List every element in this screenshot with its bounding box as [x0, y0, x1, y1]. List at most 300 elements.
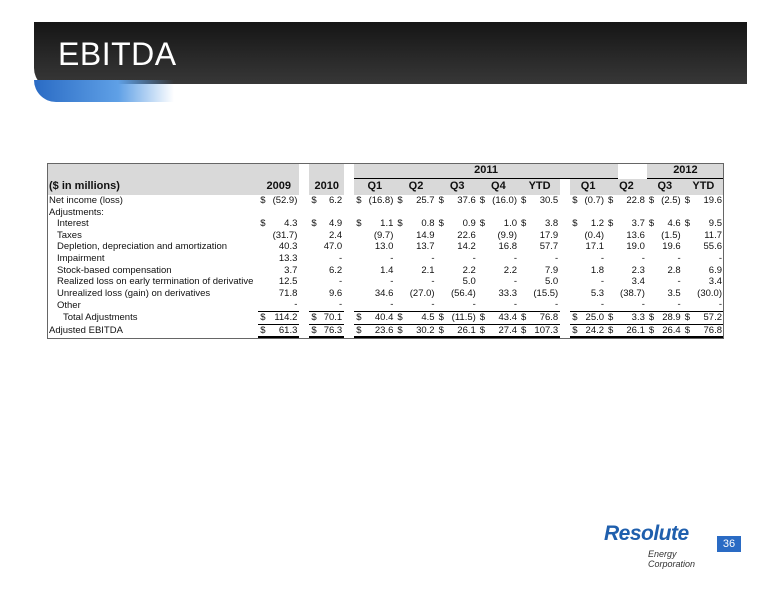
cell-value: (9.7)	[373, 229, 394, 241]
cell-value: (56.4)	[450, 287, 476, 299]
currency-symbol: $	[519, 311, 531, 324]
cell-value: 22.8	[626, 195, 645, 206]
cell-value: 23.6	[366, 324, 395, 337]
currency-symbol: $	[258, 324, 270, 337]
cell-value: -	[339, 252, 343, 264]
cell-value: 7.9	[544, 264, 559, 276]
currency-symbol	[395, 207, 407, 219]
cell-value	[582, 207, 606, 219]
cell-value: 1.0	[503, 218, 517, 230]
currency-symbol: $	[606, 311, 618, 324]
currency-symbol	[606, 276, 618, 288]
currency-symbol	[478, 230, 490, 242]
currency-symbol: $	[354, 324, 366, 337]
currency-symbol	[395, 288, 407, 300]
currency-symbol	[258, 230, 270, 242]
cell-value: 9.6	[328, 287, 343, 299]
currency-symbol: $	[572, 218, 578, 230]
currency-symbol: $	[309, 324, 321, 337]
cell-value: 14.9	[416, 229, 435, 241]
currency-symbol	[258, 276, 270, 288]
table-row	[47, 218, 724, 230]
table-header-years	[47, 163, 724, 179]
cell-value: -	[472, 252, 476, 264]
cell-value: 14.2	[457, 241, 476, 253]
table-row	[47, 207, 724, 219]
cell-value: 13.0	[374, 241, 394, 253]
row-label: Total Adjustments	[63, 311, 138, 323]
cell-value: 16.8	[498, 241, 517, 253]
currency-symbol	[647, 241, 659, 253]
cell-value: 13.3	[278, 252, 298, 264]
table-row	[47, 276, 724, 288]
cell-value: 6.9	[708, 264, 722, 276]
cell-value: 40.4	[366, 311, 395, 324]
currency-symbol	[519, 253, 531, 265]
currency-symbol	[647, 288, 659, 300]
cell-value: 2.4	[328, 229, 343, 241]
currency-symbol: $	[684, 218, 691, 230]
cell-value	[490, 207, 519, 219]
cell-value	[366, 207, 395, 219]
currency-symbol: $	[608, 195, 614, 206]
currency-symbol	[395, 241, 407, 253]
currency-symbol	[519, 276, 531, 288]
cell-value: -	[390, 252, 394, 264]
cell-value: 76.8	[695, 324, 724, 337]
cell-value: 0.9	[462, 218, 476, 230]
currency-symbol: $	[395, 311, 407, 324]
column-header: Q3	[647, 179, 683, 196]
cell-value: -	[390, 276, 394, 288]
row-label: Adjustments:	[49, 206, 104, 218]
cell-value: -	[600, 299, 605, 311]
cell-value: 19.6	[662, 241, 681, 253]
cell-value: 30.2	[407, 324, 436, 337]
cell-value: 22.6	[457, 229, 476, 241]
currency-symbol: $	[683, 311, 695, 324]
currency-symbol: $	[397, 218, 403, 230]
currency-symbol: $	[437, 311, 449, 324]
currency-symbol: $	[570, 311, 582, 324]
header-blank	[47, 163, 258, 179]
cell-value: -	[600, 276, 605, 288]
currency-symbol: $	[395, 324, 407, 337]
cell-value: 3.8	[544, 218, 559, 230]
column-header: Q4	[478, 179, 519, 196]
cell-value: (27.0)	[409, 287, 435, 299]
currency-symbol	[354, 253, 366, 265]
currency-symbol	[647, 207, 659, 219]
currency-symbol	[478, 288, 490, 300]
currency-symbol	[395, 265, 407, 277]
row-label: Depletion, depreciation and amortization	[57, 241, 228, 253]
currency-symbol	[647, 299, 659, 311]
cell-value: 107.3	[531, 324, 560, 337]
currency-symbol	[258, 299, 270, 311]
currency-symbol: $	[478, 324, 490, 337]
currency-symbol	[309, 265, 321, 277]
currency-symbol	[570, 253, 582, 265]
cell-value: 19.0	[626, 241, 645, 253]
cell-value: -	[339, 299, 343, 311]
cell-value: 28.9	[659, 311, 683, 324]
cell-value: 71.8	[278, 287, 298, 299]
cell-value: -	[431, 299, 435, 311]
currency-symbol	[354, 288, 366, 300]
cell-value: 4.9	[328, 218, 343, 230]
currency-symbol	[606, 288, 618, 300]
cell-value: 2.2	[462, 264, 476, 276]
cell-value: 3.7	[631, 218, 645, 230]
currency-symbol: $	[648, 218, 655, 230]
cell-value: 3.7	[284, 264, 298, 276]
slide-title: EBITDA	[58, 36, 177, 72]
currency-symbol: $	[479, 195, 486, 206]
cell-value: 61.3	[270, 324, 299, 337]
cell-value: 43.4	[490, 311, 519, 324]
table-row	[47, 241, 724, 253]
currency-symbol: $	[479, 218, 486, 230]
table-row	[47, 288, 724, 300]
row-label: Realized loss on early termination of derivative	[57, 276, 254, 288]
currency-symbol	[437, 207, 449, 219]
currency-symbol	[683, 230, 695, 242]
currency-symbol	[683, 299, 695, 311]
cell-value: -	[718, 299, 722, 311]
cell-value: 25.0	[582, 311, 606, 324]
currency-symbol	[606, 230, 618, 242]
ebitda-table	[47, 163, 724, 338]
currency-symbol: $	[519, 324, 531, 337]
currency-symbol	[309, 241, 321, 253]
cell-value: (9.9)	[497, 229, 517, 241]
column-header: Q1	[570, 179, 606, 196]
header-year-2011: 2011	[354, 163, 618, 179]
table-header-columns	[47, 179, 724, 196]
cell-value: (2.5)	[661, 195, 681, 206]
currency-symbol: $	[311, 195, 317, 206]
currency-symbol	[478, 265, 490, 277]
currency-symbol	[437, 230, 449, 242]
cell-value: -	[390, 299, 394, 311]
cell-value: -	[677, 252, 681, 264]
cell-value: 5.3	[590, 287, 605, 299]
cell-value: 3.5	[667, 287, 681, 299]
currency-symbol: $	[438, 218, 444, 230]
cell-value: 3.4	[708, 276, 722, 288]
cell-value: 70.1	[321, 311, 344, 324]
cell-value: 2.2	[503, 264, 517, 276]
currency-symbol: $	[354, 311, 366, 324]
cell-value: -	[641, 252, 645, 264]
cell-value: -	[513, 252, 517, 264]
logo-subtitle: Energy Corporation	[648, 549, 696, 569]
cell-value: 2.8	[667, 264, 681, 276]
currency-symbol	[519, 241, 531, 253]
currency-symbol	[683, 288, 695, 300]
cell-value: 57.2	[695, 311, 724, 324]
currency-symbol: $	[648, 195, 655, 206]
cell-value: -	[339, 276, 343, 288]
cell-value: 1.2	[590, 218, 605, 230]
cell-value: 76.3	[321, 324, 344, 337]
cell-value: -	[431, 252, 435, 264]
cell-value: 40.3	[278, 241, 298, 253]
currency-symbol	[354, 276, 366, 288]
cell-value: 30.5	[539, 195, 559, 206]
currency-symbol	[258, 241, 270, 253]
cell-value: 33.3	[498, 287, 517, 299]
cell-value: 34.6	[374, 287, 394, 299]
table-row	[47, 195, 724, 207]
currency-symbol	[309, 276, 321, 288]
currency-symbol: $	[309, 311, 321, 324]
row-label: Stock-based compensation	[57, 264, 172, 276]
currency-symbol	[519, 230, 531, 242]
currency-symbol	[354, 241, 366, 253]
cell-value	[618, 207, 647, 219]
cell-value: 25.7	[416, 195, 435, 206]
row-label: Adjusted EBITDA	[49, 324, 123, 336]
cell-value: (38.7)	[620, 287, 645, 299]
currency-symbol	[395, 230, 407, 242]
currency-symbol	[309, 207, 321, 219]
currency-symbol	[395, 276, 407, 288]
currency-symbol	[354, 230, 366, 242]
currency-symbol: $	[478, 311, 490, 324]
cell-value: 6.2	[328, 264, 343, 276]
cell-value: 3.3	[618, 311, 647, 324]
cell-value: 4.3	[284, 218, 298, 230]
currency-symbol	[354, 207, 366, 219]
column-header: 2010	[309, 179, 344, 196]
currency-symbol: $	[438, 195, 444, 206]
cell-value: (1.5)	[661, 229, 681, 241]
currency-symbol: $	[260, 218, 266, 230]
currency-symbol: $	[260, 195, 266, 206]
cell-value: 6.2	[328, 195, 343, 206]
cell-value: -	[600, 252, 605, 264]
currency-symbol: $	[572, 195, 578, 206]
cell-value	[321, 207, 344, 219]
currency-symbol	[519, 299, 531, 311]
cell-value	[407, 207, 436, 219]
cell-value: 0.8	[421, 218, 435, 230]
cell-value: -	[641, 299, 645, 311]
cell-value: 13.6	[626, 229, 645, 241]
currency-symbol	[519, 265, 531, 277]
cell-value: 2.1	[421, 264, 435, 276]
column-header: Q1	[354, 179, 395, 196]
banner-blue-accent	[34, 80, 174, 102]
row-label: Taxes	[57, 229, 82, 241]
cell-value: 4.6	[667, 218, 681, 230]
cell-value: -	[677, 299, 681, 311]
currency-symbol	[683, 241, 695, 253]
row-label: Other	[57, 299, 81, 311]
column-header: 2009	[258, 179, 299, 196]
currency-symbol: $	[356, 195, 362, 206]
currency-symbol	[478, 299, 490, 311]
currency-symbol	[570, 299, 582, 311]
cell-value: 47.0	[323, 241, 343, 253]
currency-symbol: $	[684, 195, 691, 206]
cell-value: 76.8	[531, 311, 560, 324]
currency-symbol	[258, 207, 270, 219]
currency-symbol: $	[311, 218, 317, 230]
currency-symbol	[437, 241, 449, 253]
cell-value	[695, 207, 724, 219]
column-header: Q3	[437, 179, 478, 196]
currency-symbol	[258, 253, 270, 265]
currency-symbol	[309, 253, 321, 265]
currency-symbol	[606, 253, 618, 265]
cell-value: 1.4	[380, 264, 394, 276]
currency-symbol: $	[608, 218, 614, 230]
column-header: YTD	[683, 179, 724, 196]
cell-value: 11.7	[704, 229, 722, 241]
currency-symbol: $	[437, 324, 449, 337]
cell-value: -	[513, 276, 517, 288]
cell-value: (52.9)	[272, 195, 298, 206]
column-header: Q2	[606, 179, 647, 196]
table-row	[47, 299, 724, 311]
currency-symbol	[478, 241, 490, 253]
cell-value: 19.6	[703, 195, 722, 206]
cell-value: 24.2	[582, 324, 606, 337]
cell-value: 3.4	[631, 276, 645, 288]
currency-symbol	[478, 207, 490, 219]
logo-name: Resolute	[604, 522, 689, 545]
currency-symbol	[437, 265, 449, 277]
currency-symbol	[258, 288, 270, 300]
header-year-2012: 2012	[647, 163, 724, 179]
header-col-label: ($ in millions)	[47, 179, 258, 196]
table-row	[47, 230, 724, 242]
cell-value: 9.5	[708, 218, 722, 230]
cell-value: (11.5)	[449, 311, 478, 324]
row-label: Interest	[57, 218, 89, 230]
currency-symbol	[570, 276, 582, 288]
currency-symbol	[683, 265, 695, 277]
column-header: Q2	[395, 179, 436, 196]
currency-symbol	[606, 207, 618, 219]
cell-value: (16.0)	[492, 195, 517, 206]
header-blank-2009	[258, 163, 299, 179]
currency-symbol	[258, 265, 270, 277]
currency-symbol: $	[683, 324, 695, 337]
currency-symbol: $	[521, 195, 527, 206]
currency-symbol	[437, 299, 449, 311]
currency-symbol	[354, 265, 366, 277]
cell-value: -	[472, 299, 476, 311]
table-row	[47, 311, 724, 324]
currency-symbol	[395, 253, 407, 265]
cell-value: 26.1	[618, 324, 647, 337]
cell-value: 17.1	[585, 241, 605, 253]
row-label: Impairment	[57, 252, 105, 264]
currency-symbol	[478, 276, 490, 288]
currency-symbol	[395, 299, 407, 311]
table-row	[47, 265, 724, 277]
currency-symbol: $	[258, 311, 270, 324]
cell-value: 5.0	[462, 276, 476, 288]
currency-symbol	[647, 276, 659, 288]
table-row	[47, 324, 724, 337]
cell-value: 4.5	[407, 311, 436, 324]
cell-value: (16.8)	[368, 195, 394, 206]
currency-symbol: $	[397, 195, 403, 206]
column-header: YTD	[519, 179, 560, 196]
currency-symbol: $	[647, 311, 659, 324]
currency-symbol	[647, 253, 659, 265]
cell-value: -	[431, 276, 435, 288]
currency-symbol	[309, 299, 321, 311]
cell-value: 26.4	[659, 324, 683, 337]
currency-symbol: $	[521, 218, 527, 230]
cell-value	[531, 207, 560, 219]
currency-symbol	[354, 299, 366, 311]
currency-symbol	[570, 288, 582, 300]
cell-value: 114.2	[270, 311, 299, 324]
cell-value: 5.0	[544, 276, 559, 288]
currency-symbol	[647, 230, 659, 242]
currency-symbol	[309, 230, 321, 242]
cell-value: 12.5	[278, 276, 298, 288]
currency-symbol	[683, 276, 695, 288]
cell-value: -	[513, 299, 517, 311]
cell-value: 26.1	[449, 324, 478, 337]
resolute-logo	[604, 522, 724, 569]
currency-symbol	[570, 207, 582, 219]
cell-value	[449, 207, 478, 219]
currency-symbol	[519, 288, 531, 300]
cell-value: (15.5)	[533, 287, 559, 299]
cell-value: -	[294, 299, 298, 311]
currency-symbol	[683, 253, 695, 265]
header-blank-2010	[309, 163, 344, 179]
currency-symbol	[647, 265, 659, 277]
cell-value: (31.7)	[272, 229, 298, 241]
cell-value: -	[555, 299, 559, 311]
currency-symbol	[606, 241, 618, 253]
currency-symbol: $	[647, 324, 659, 337]
cell-value	[659, 207, 683, 219]
cell-value: (30.0)	[697, 287, 722, 299]
cell-value: 37.6	[457, 195, 476, 206]
cell-value	[270, 207, 299, 219]
table-row	[47, 253, 724, 265]
cell-value: 17.9	[539, 229, 559, 241]
currency-symbol: $	[570, 324, 582, 337]
cell-value: 13.7	[416, 241, 435, 253]
cell-value: (0.4)	[584, 229, 605, 241]
currency-symbol	[570, 241, 582, 253]
cell-value: 2.3	[631, 264, 645, 276]
currency-symbol	[478, 253, 490, 265]
currency-symbol	[570, 230, 582, 242]
cell-value: 1.8	[590, 264, 605, 276]
currency-symbol	[683, 207, 695, 219]
currency-symbol	[437, 276, 449, 288]
cell-value: 55.6	[703, 241, 722, 253]
currency-symbol: $	[356, 218, 362, 230]
currency-symbol	[309, 288, 321, 300]
currency-symbol	[437, 288, 449, 300]
cell-value: 57.7	[539, 241, 559, 253]
currency-symbol	[606, 299, 618, 311]
